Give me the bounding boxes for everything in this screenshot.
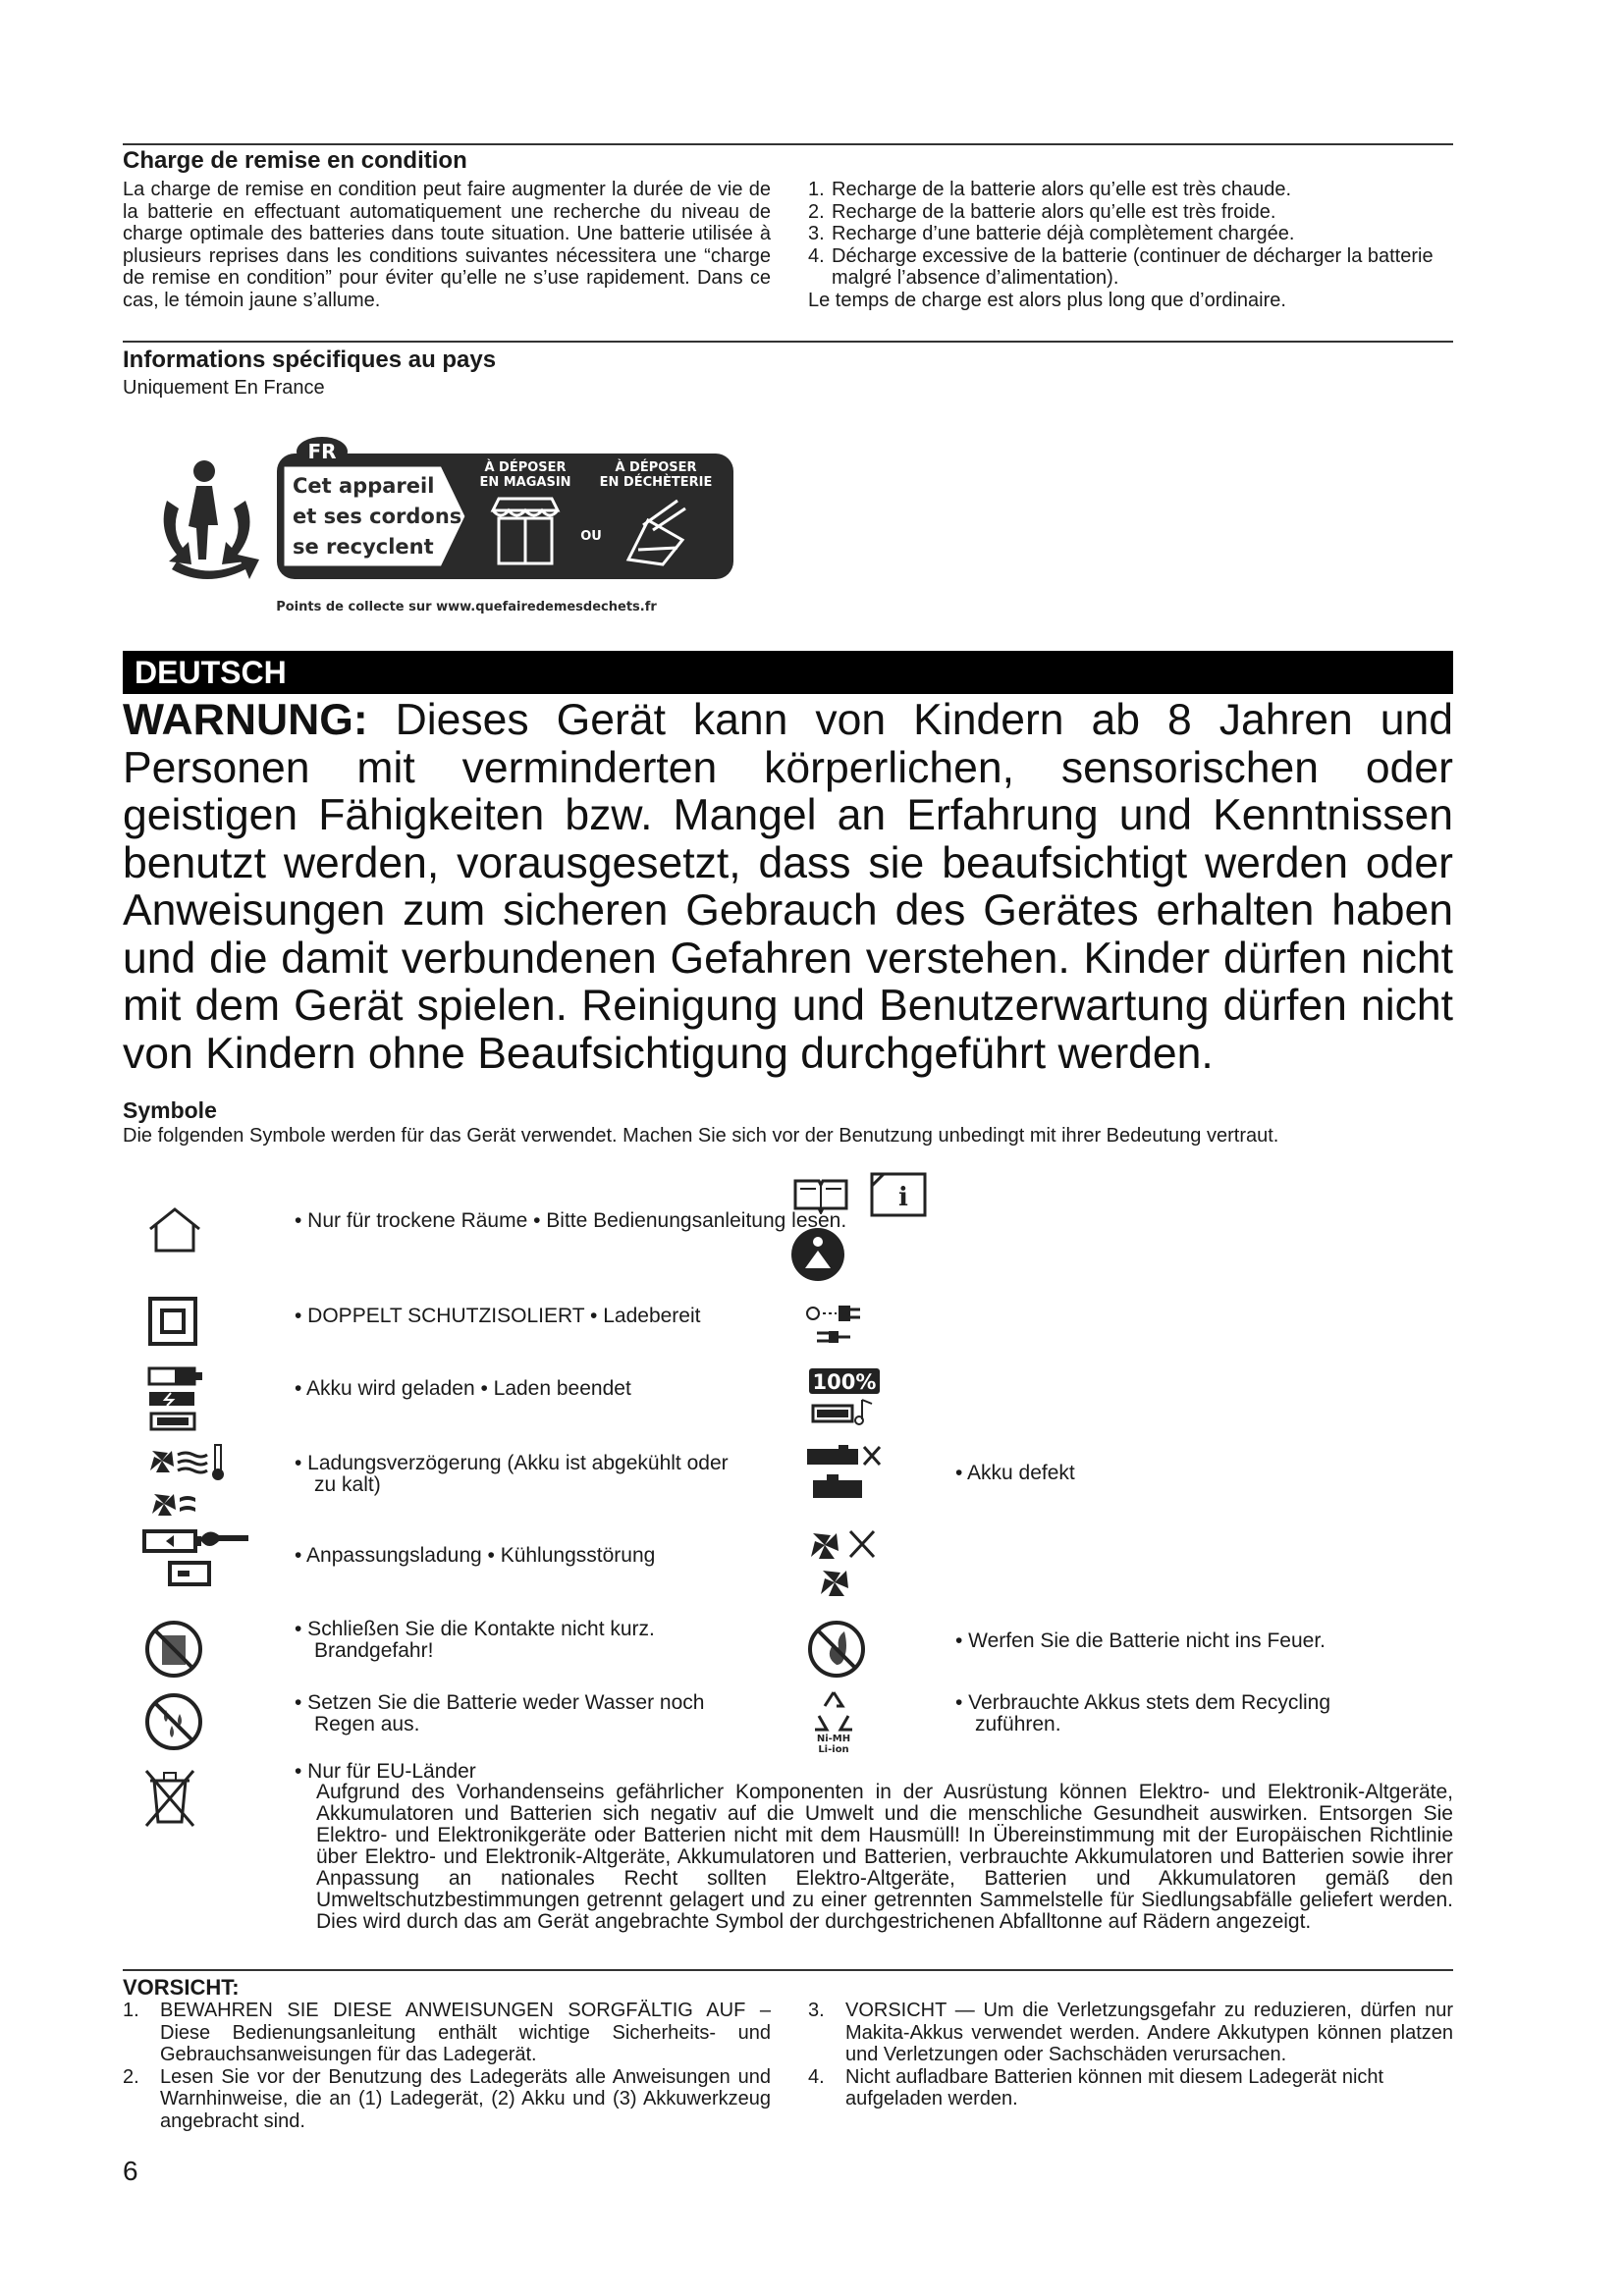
symbol-row-2-text: • DOPPELT SCHUTZISOLIERT • Ladebereit [295, 1305, 701, 1327]
list-item: 3. Recharge d’une batterie déjà complètement chargée. [808, 223, 1295, 244]
country-title: Informations spécifiques au pays [123, 347, 497, 373]
vorsicht-rule [123, 1969, 1453, 1971]
warning-text: Dieses Gerät kann von Kindern ab 8 Jahren und Personen mit verminderten körperlichen, sensorischen oder geistigen Fähigkeiten bzw. Mangel an Erfahrung und Kenntnissen benutzt werden, vorausgesetzt, dass sie beaufsichtigt werden oder Anweisungen zum sicheren Gebrauch des Gerätes erhalten haben und die damit verbundenen Gefahren verstehen. Kinder dürfen nicht mit dem Gerät spielen. Reinigung und Benutzerwartung dürfen nicht von Kindern ohne Beaufsichtigung durchgeführt werden. [123, 696, 1453, 1078]
symbol-row-4-text: • Ladungsverzögerung (Akku ist abgekühlt oder zu kalt) [295, 1452, 729, 1496]
adaptive-charge-icon [140, 1527, 258, 1597]
house-icon [145, 1205, 204, 1259]
symbol-row-3-text: • Akku wird geladen • Laden beendet [295, 1377, 631, 1400]
symbol-row-6-text: • Schließen Sie die Kontakte nicht kurz. Brandgefahr! [295, 1618, 655, 1662]
fr-badge: FR [307, 440, 337, 463]
vorsicht-title: VORSICHT: [123, 1975, 240, 2000]
symbol-row-6-right-text: • Werfen Sie die Batterie nicht ins Feuer. [955, 1629, 1326, 1652]
no-water-icon [142, 1690, 205, 1758]
triman-recycling-logo [147, 432, 746, 618]
top-rule [123, 143, 1453, 145]
charging-battery-icon [145, 1364, 208, 1440]
symbols-title: Symbole [123, 1097, 217, 1123]
list-item: 2. Recharge de la batterie alors qu’elle est très froide. [808, 200, 1276, 223]
charging-delay-icon [142, 1443, 231, 1526]
cooling-fault-icon [805, 1527, 884, 1603]
charge-after-text: Le temps de charge est alors plus long que d’ordinaire. [808, 289, 1286, 311]
symbol-row-7-text: • Setzen Sie die Batterie weder Wasser noch Regen aus. [295, 1691, 705, 1735]
country-rule [123, 341, 1453, 343]
list-item: 3. VORSICHT — Um die Verletzungsgefahr zu reduzieren, dürfen nur Makita-Akkus verwendet werden. Andere Akkutypen können platzen und Verletzungen oder Sachschäden verursachen. [808, 2000, 1453, 2065]
svg-text:À DÉPOSER: À DÉPOSER [615, 460, 697, 475]
list-item: 2. Lesen Sie vor der Benutzung des Ladegeräts alle Anweisungen und Warnhinweise, die an (1) Ladegerät, (2) Akku und (3) Akkuwerkzeug angebracht sind. [123, 2065, 771, 2132]
svg-text:Ni-MH: Ni-MH [816, 1734, 851, 1744]
no-fire-icon [805, 1618, 868, 1685]
charge-complete-icon [807, 1364, 886, 1438]
svg-text:Points de collecte sur www.que: Points de collecte sur www.quefairedemesdechets.fr [276, 600, 657, 614]
svg-text:se recyclent: se recyclent [293, 535, 434, 559]
symbol-row-5-text: • Anpassungsladung • Kühlungsstörung [295, 1544, 656, 1567]
vorsicht-list-right [808, 2000, 1453, 2110]
symbol-row-1-text: • Nur für trockene Räume • Bitte Bedienungsanleitung lesen. [295, 1209, 847, 1232]
list-item: 1. BEWAHREN SIE DIESE ANWEISUNGEN SORGFÄLTIG AUF – Diese Bedienungsanleitung enthält wichtige Sicherheits- und Gebrauchsanweisungen für das Ladegerät. [123, 2000, 771, 2065]
warning-paragraph [123, 697, 1453, 1078]
svg-text:EN MAGASIN: EN MAGASIN [479, 475, 571, 490]
list-item: 4. Nicht aufladbare Batterien können mit diesem Ladegerät nicht aufgeladen werden. [808, 2065, 1384, 2109]
page-number: 6 [123, 2156, 138, 2186]
ready-to-charge-icon [805, 1298, 884, 1352]
svg-text:i: i [898, 1183, 908, 1212]
vorsicht-list-left [123, 2000, 771, 2132]
charge-title: Charge de remise en condition [123, 147, 467, 174]
svg-text:À DÉPOSER: À DÉPOSER [484, 460, 567, 475]
svg-text:Li-ion: Li-ion [818, 1744, 849, 1755]
double-insulated-icon [147, 1296, 198, 1352]
list-item: 4. Décharge excessive de la batterie (continuer de décharger la batterie malgré l’absence d’alimentation). [808, 244, 1434, 289]
info-manual-icon [866, 1170, 931, 1224]
charge-list [808, 179, 1453, 311]
crossed-bin-icon [140, 1767, 199, 1837]
full-charge-badge: 100% [812, 1370, 877, 1394]
svg-text:Cet appareil: Cet appareil [293, 474, 435, 498]
section-header-deutsch: DEUTSCH [123, 651, 1453, 694]
symbols-intro: Die folgenden Symbole werden für das Gerät verwendet. Machen Sie sich vor der Benutzung unbedingt mit ihrer Bedeutung vertraut. [123, 1125, 1279, 1147]
triman-icon [147, 432, 746, 618]
svg-text:OU: OU [580, 529, 602, 544]
recycle-battery-icon [809, 1686, 858, 1760]
battery-defect-icon [805, 1445, 884, 1513]
list-item: 1. Recharge de la batterie alors qu’elle est très chaude. [808, 179, 1292, 200]
country-subtitle: Uniquement En France [123, 377, 325, 399]
symbol-row-7-right-text: • Verbrauchte Akkus stets dem Recycling zuführen. [955, 1691, 1331, 1735]
read-manual-icon [784, 1227, 852, 1287]
svg-text:et ses cordons: et ses cordons [293, 505, 462, 528]
charge-left-text: La charge de remise en condition peut faire augmenter la durée de vie de la batterie en effectuant automatiquement une recherche du niveau de charge optimale des batteries dans toute situation. Une batterie utilisée à plusieurs reprises dans les conditions suivantes nécessitera une “charge de remise en condition” pour éviter qu’elle ne s’use rapidement. Dans ce cas, le témoin jaune s’allume. [123, 179, 771, 311]
symbol-row-4-right-text: • Akku defekt [955, 1462, 1075, 1484]
warning-label: WARNUNG: [123, 696, 368, 744]
eu-text: Aufgrund des Vorhandenseins gefährlicher Komponenten in der Ausrüstung können Elektro- und Elektronik-Altgeräte, Akkumulatoren und Batterien sich negativ auf die Umwelt und die menschliche Gesundheit auswirken. Entsorgen Sie Elektro- und Elektronikgeräte oder Batterien nicht mit dem Hausmüll! In Übereinstimmung mit der Europäischen Richtlinie über Elektro- und Elektronik-Altgeräte, Akkumulatoren und Batterien, verbrauchte Akkumulatoren und Batterien sowie ihrer Anpassung an nationales Recht sollten Elektro-Altgeräte, Batterien und Akkumulatoren gemäß den Umweltschutzbestimmungen getrennt gelagert und zu einer getrennten Sammelstelle für Siedlungsabfälle geliefert werden. Dies wird durch das am Gerät angebrachte Symbol der durchgestrichenen Abfalltonne auf Rädern angezeigt. [316, 1781, 1453, 1933]
eu-title: • Nur für EU-Länder [295, 1760, 476, 1783]
svg-text:EN DÉCHÈTERIE: EN DÉCHÈTERIE [599, 475, 713, 490]
no-short-circuit-icon [142, 1618, 205, 1685]
